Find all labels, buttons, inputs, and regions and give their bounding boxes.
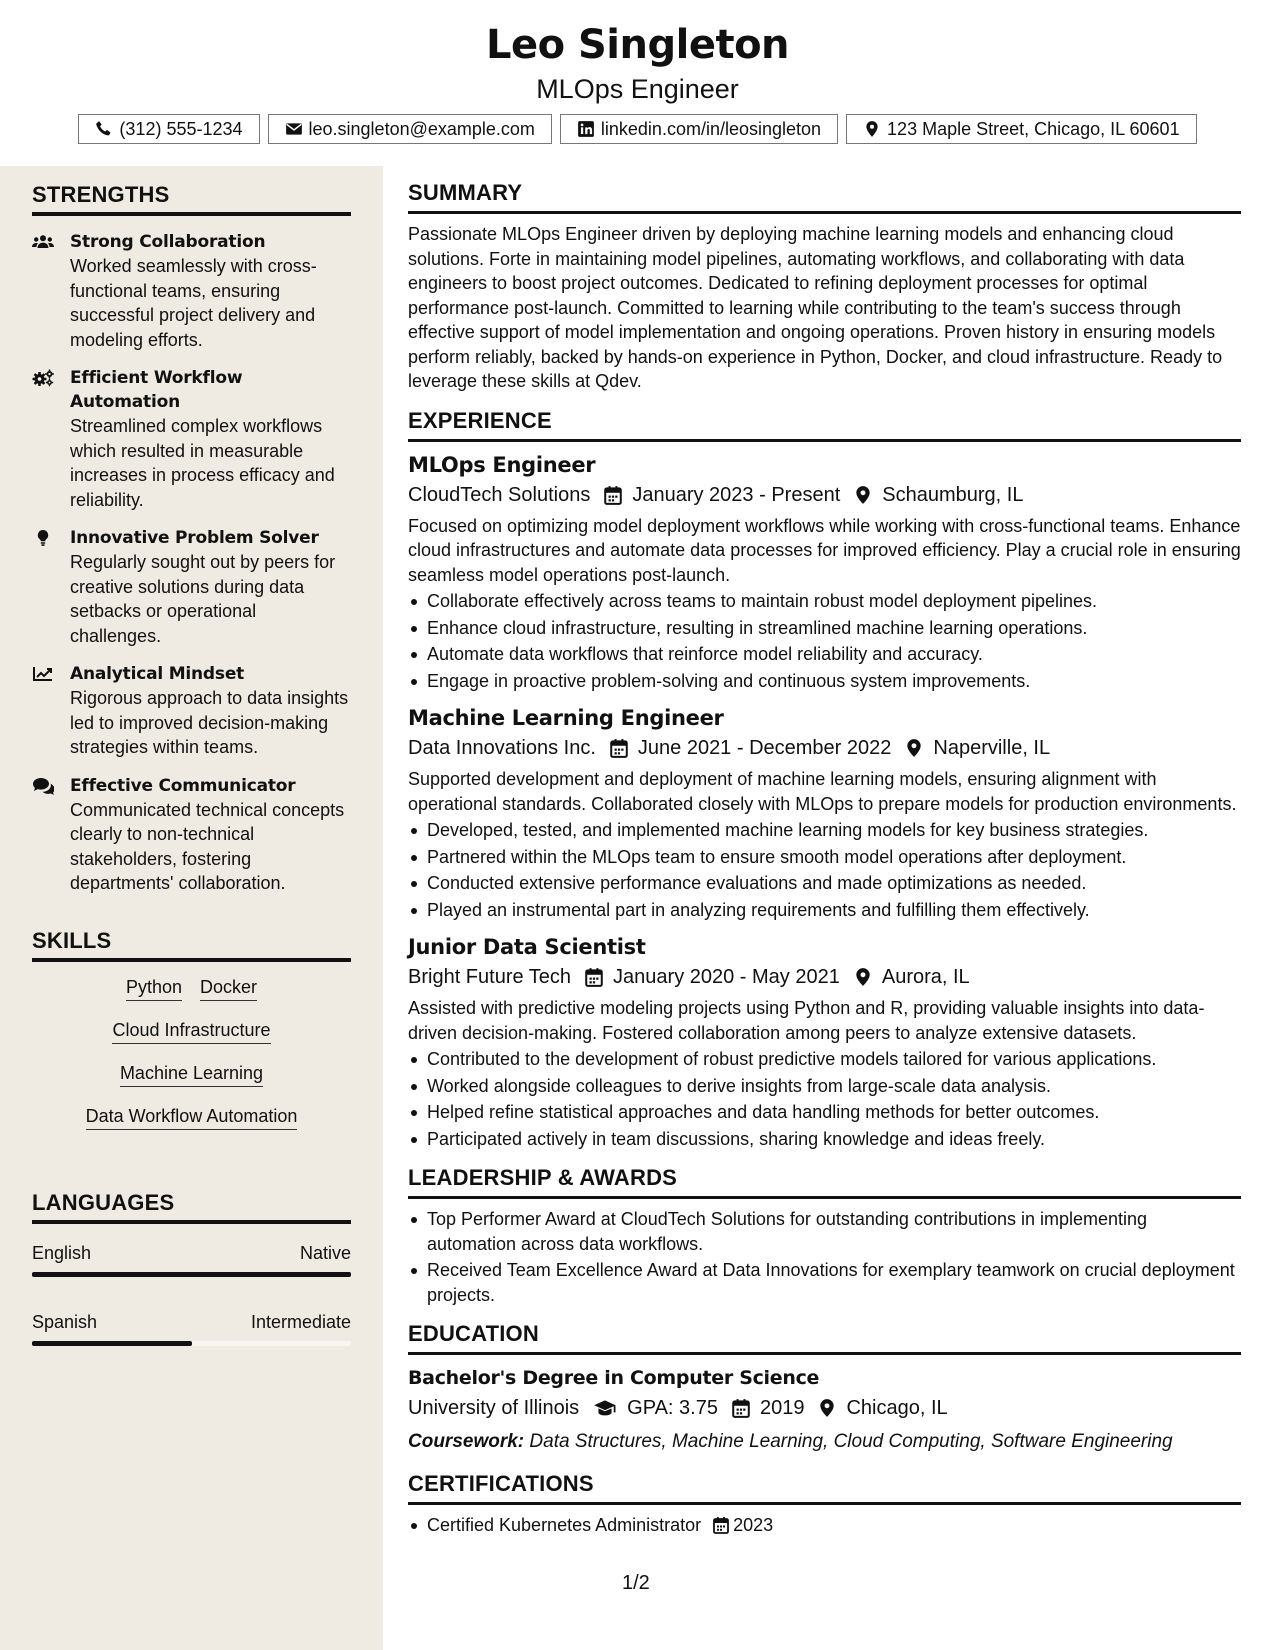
- job-company: Data Innovations Inc.: [408, 737, 596, 759]
- bullet-item: Played an instrumental part in analyzing requirements and fulfilling them effectively.: [408, 898, 1241, 923]
- address-text: 123 Maple Street, Chicago, IL 60601: [887, 118, 1180, 139]
- award-item: Top Performer Award at CloudTech Solutions for outstanding contributions in implementing automation across data workflows.: [408, 1207, 1241, 1256]
- coursework-list: Data Structures, Machine Learning, Cloud Computing, Software Engineering: [529, 1431, 1173, 1452]
- contact-email[interactable]: [268, 114, 552, 144]
- education-heading: EDUCATION: [408, 1321, 1241, 1355]
- envelope-icon: [285, 120, 303, 138]
- language-level: Intermediate: [250, 1312, 351, 1332]
- strength-desc: Regularly sought out by peers for creative solutions during data setbacks or operational challenges.: [70, 552, 336, 646]
- contact-address: [846, 114, 1197, 144]
- users-icon: [32, 232, 54, 252]
- coursework-label: Coursework:: [408, 1431, 525, 1452]
- language-item: [32, 1311, 351, 1346]
- education-meta: [408, 1393, 1241, 1423]
- leadership-heading: LEADERSHIP & AWARDS: [408, 1165, 1241, 1199]
- job-bullets: [408, 1047, 1241, 1151]
- job-company: Bright Future Tech: [408, 966, 572, 988]
- phone-icon: [95, 120, 113, 138]
- bullet-item: Partnered within the MLOps team to ensure smooth model operations after deployment.: [408, 845, 1241, 870]
- main-content: [408, 180, 1241, 1552]
- bullet-item: Participated actively in team discussions, sharing knowledge and ideas freely.: [408, 1127, 1241, 1152]
- school-name: University of Illinois: [408, 1397, 580, 1419]
- calendar-icon: [610, 738, 628, 758]
- skills-heading: SKILLS: [32, 928, 351, 962]
- map-marker-icon: [818, 1398, 836, 1418]
- linkedin-icon: [577, 120, 595, 138]
- strength-desc: Communicated technical concepts clearly to non-technical stakeholders, fostering departments' collaboration.: [70, 799, 345, 893]
- job-description: Focused on optimizing model deployment workflows while working with cross-functional teams. Enhance cloud infrastructures and automate data processes for improved efficiency. Play a crucial role in ensuring seamless model operations post-launch.: [408, 515, 1241, 585]
- skill-chip: Cloud Infrastructure: [112, 1019, 270, 1044]
- job-location: Schaumburg, IL: [882, 483, 1024, 506]
- job-meta: [408, 962, 1241, 992]
- bullet-item: Worked alongside colleagues to derive insights from large-scale data analysis.: [408, 1074, 1241, 1099]
- skills-section: [32, 928, 351, 1148]
- job-bullets: [408, 818, 1241, 922]
- cogs-icon: [32, 368, 54, 388]
- job-location: Aurora, IL: [881, 966, 970, 988]
- strength-desc: Worked seamlessly with cross-functional teams, ensuring successful project delivery and modeling efforts.: [70, 256, 317, 350]
- graduation-cap-icon: [593, 1398, 617, 1418]
- job-meta: [408, 733, 1241, 763]
- map-marker-icon: [863, 120, 881, 138]
- calendar-icon: [585, 967, 603, 987]
- graduation-year: 2019: [759, 1397, 805, 1419]
- strength-desc: Streamlined complex workflows which resulted in measurable increases in process efficacy and reliability.: [70, 416, 335, 510]
- bullet-item: Enhance cloud infrastructure, resulting in streamlined machine learning operations.: [408, 616, 1241, 641]
- strength-item: [32, 662, 351, 760]
- certification-name: Certified Kubernetes Administrator: [427, 1515, 702, 1535]
- certifications-list: [408, 1513, 1241, 1538]
- job-title: Machine Learning Engineer: [408, 706, 724, 730]
- skill-chips: [32, 962, 351, 1130]
- resume-header: [0, 0, 1275, 166]
- contact-row: [0, 114, 1275, 144]
- job-entry: [408, 932, 1241, 1151]
- languages-section: [32, 1190, 351, 1346]
- certifications-section: [408, 1471, 1241, 1538]
- contact-linkedin[interactable]: [560, 114, 838, 144]
- strength-title: Strong Collaboration: [70, 232, 266, 252]
- job-description: Assisted with predictive modeling projects using Python and R, providing valuable insights into data-driven decision-making. Fostered collaboration among peers to analyze extensive datasets.: [408, 998, 1205, 1043]
- languages-heading: LANGUAGES: [32, 1190, 351, 1224]
- language-proficiency-fill: [32, 1341, 192, 1346]
- strength-item: [32, 526, 351, 648]
- strength-title: Innovative Problem Solver: [70, 528, 319, 548]
- job-dates: January 2023 - Present: [632, 483, 841, 506]
- contact-phone: [78, 114, 259, 144]
- bullet-item: Developed, tested, and implemented machine learning models for key business strategies.: [408, 818, 1241, 843]
- strength-item: [32, 230, 351, 352]
- sidebar: [0, 166, 383, 1650]
- skill-chip: Machine Learning: [120, 1062, 263, 1087]
- experience-heading: EXPERIENCE: [408, 408, 1241, 442]
- certifications-heading: CERTIFICATIONS: [408, 1471, 1241, 1505]
- language-proficiency-bar: [32, 1272, 351, 1277]
- strength-title: Analytical Mindset: [70, 664, 245, 684]
- bullet-item: Collaborate effectively across teams to maintain robust model deployment pipelines.: [408, 589, 1241, 614]
- language-name: Spanish: [32, 1312, 98, 1332]
- map-marker-icon: [854, 485, 872, 505]
- bullet-item: Conducted extensive performance evaluations and made optimizations as needed.: [408, 871, 1241, 896]
- strength-desc: Rigorous approach to data insights led to improved decision-making strategies within teams.: [70, 688, 349, 757]
- bullet-item: Helped refine statistical approaches and data handling methods for better outcomes.: [408, 1100, 1241, 1125]
- skill-chip: Docker: [200, 976, 257, 1001]
- certification-year: 2023: [733, 1515, 774, 1535]
- skill-chip: Python: [126, 976, 182, 1001]
- gpa: GPA: 3.75: [627, 1397, 718, 1419]
- degree-title: Bachelor's Degree in Computer Science: [408, 1367, 820, 1389]
- map-marker-icon: [854, 967, 872, 987]
- job-company: CloudTech Solutions: [408, 483, 591, 506]
- candidate-name: Leo Singleton: [485, 22, 790, 68]
- job-meta: [408, 480, 1241, 510]
- strength-title: Effective Communicator: [70, 775, 296, 796]
- language-proficiency-bar: [32, 1341, 351, 1346]
- summary-heading: SUMMARY: [408, 180, 1241, 214]
- page-number: 1/2: [622, 1572, 650, 1594]
- bullet-item: Contributed to the development of robust predictive models tailored for various applications.: [408, 1047, 1241, 1072]
- job-location: Naperville, IL: [933, 737, 1051, 759]
- school-location: Chicago, IL: [846, 1397, 948, 1419]
- language-proficiency-fill: [32, 1272, 351, 1277]
- coursework: [408, 1427, 1241, 1457]
- strength-title: Efficient Workflow Automation: [70, 368, 243, 412]
- comments-icon: [32, 776, 54, 796]
- language-name: English: [32, 1243, 92, 1263]
- job-dates: June 2021 - December 2022: [637, 737, 892, 759]
- experience-section: [408, 408, 1241, 1152]
- awards-list: [408, 1207, 1241, 1307]
- education-section: [408, 1321, 1241, 1457]
- award-item: Received Team Excellence Award at Data Innovations for exemplary teamwork on crucial deployment projects.: [408, 1258, 1241, 1307]
- language-level: Native: [299, 1243, 351, 1263]
- strength-item: [32, 366, 351, 512]
- job-title: MLOps Engineer: [408, 452, 596, 477]
- bullet-item: Automate data workflows that reinforce model reliability and accuracy.: [408, 642, 1241, 667]
- summary-text: Passionate MLOps Engineer driven by deploying machine learning models and enhancing cloud solutions. Forte in maintaining model pipelines, automating workflows, and collaborating with data engineers to boost project outcomes. Dedicated to refining deployment processes for optimal performance post-launch. Committed to learning while contributing to the team's success through effective support of model implementation and ongoing operations. Proven history in ensuring models perform reliably, backed by hands-on experience in Python, Docker, and cloud infrastructure. Ready to leverage these skills at Qdev.: [408, 224, 1223, 391]
- job-description: Supported development and deployment of machine learning models, ensuring alignment with operational standards. Collaborated closely with MLOps to prepare models for production environments.: [408, 769, 1237, 814]
- strength-item: [32, 774, 351, 896]
- lightbulb-icon: [32, 528, 54, 548]
- job-title: Junior Data Scientist: [408, 935, 646, 959]
- phone-text: (312) 555-1234: [119, 118, 243, 139]
- calendar-icon: [604, 485, 622, 505]
- calendar-icon: [713, 1516, 729, 1534]
- calendar-icon: [732, 1398, 750, 1418]
- candidate-title: MLOps Engineer: [536, 74, 739, 104]
- linkedin-text: linkedin.com/in/leosingleton: [600, 118, 822, 139]
- skill-chip: Data Workflow Automation: [86, 1105, 298, 1130]
- job-entry: [408, 703, 1241, 922]
- bullet-item: Engage in proactive problem-solving and continuous system improvements.: [408, 669, 1241, 694]
- job-dates: January 2020 - May 2021: [613, 966, 840, 988]
- job-entry: [408, 450, 1241, 694]
- language-item: [32, 1242, 351, 1277]
- certification-item: [408, 1513, 1241, 1538]
- strengths-section: [32, 182, 351, 896]
- leadership-section: [408, 1165, 1241, 1307]
- email-text: leo.singleton@example.com: [308, 118, 535, 139]
- chart-line-icon: [32, 664, 54, 684]
- strengths-heading: STRENGTHS: [32, 182, 351, 216]
- map-marker-icon: [905, 738, 923, 758]
- job-bullets: [408, 589, 1241, 693]
- summary-section: [408, 180, 1241, 394]
